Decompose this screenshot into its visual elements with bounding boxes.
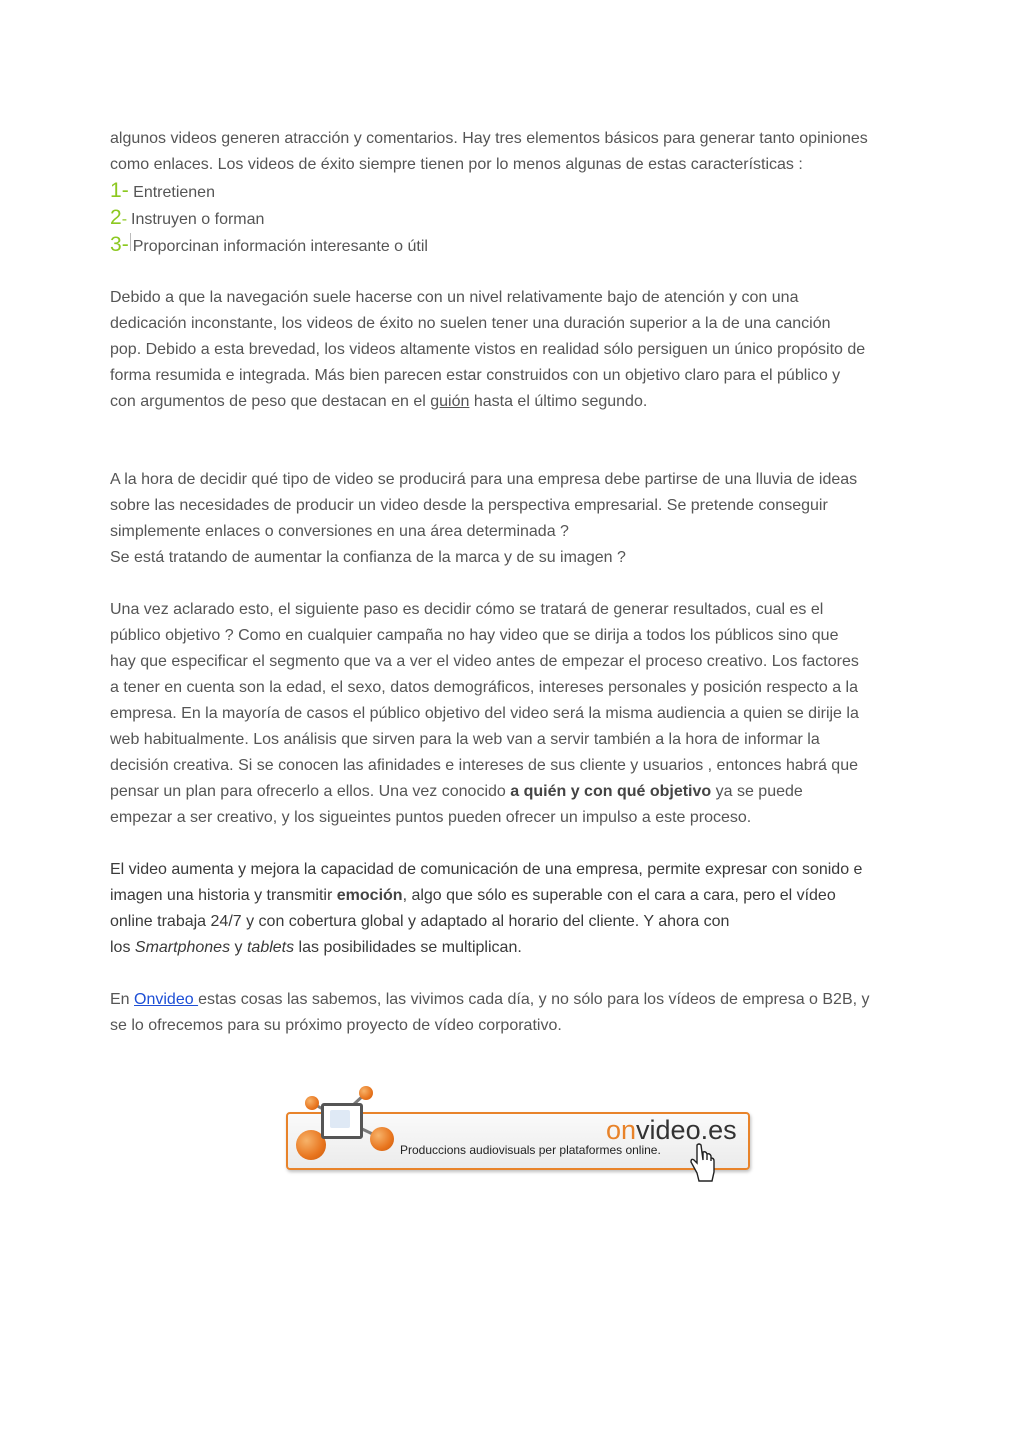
list-text: Instruyen o forman <box>131 211 265 228</box>
para2-text: hasta el último segundo. <box>469 393 648 410</box>
para2-line: dedicación inconstante, los videos de éxito no suelen tener una duración superior a la de una canción <box>110 315 831 332</box>
para4-line <box>110 779 930 805</box>
para2-line: pop. Debido a esta brevedad, los videos altamente vistos en realidad sólo persiguen un único propósito de <box>110 341 866 358</box>
para4-text: pensar un plan para ofrecerlo a ellos. Una vez conocido <box>110 783 511 800</box>
para4-line: a tener en cuenta son la edad, el sexo, datos demográficos, intereses personales y posición respecto a la <box>110 679 859 696</box>
para6-text: estas cosas las sabemos, las vivimos cada día, y no sólo para los vídeos de empresa o B2B, y <box>198 991 870 1008</box>
document-body <box>110 126 930 1039</box>
intro-line-2: como enlaces. Los videos de éxito siempre tienen por lo menos algunas de estas características : <box>110 156 803 173</box>
onvideo-banner[interactable] <box>284 1085 754 1187</box>
para4-line: empezar a ser creativo, y los sigueintes puntos pueden ofrecer un impulso a este proceso. <box>110 809 752 826</box>
para2-text: con argumentos de peso que destacan en el <box>110 393 431 410</box>
emphasis-text: a quién y con qué objetivo <box>510 783 712 800</box>
para4-line: Una vez aclarado esto, el siguiente paso es decidir cómo se tratará de generar resultados, cual es el <box>110 601 824 618</box>
para3-line: A la hora de decidir qué tipo de video se producirá para una empresa debe partirse de una lluvia de ideas <box>110 471 858 488</box>
guion-link[interactable]: guión <box>430 393 470 410</box>
italic-text: tablets <box>246 939 295 956</box>
hand-cursor-icon <box>690 1143 716 1183</box>
list-text: Entretienen <box>133 184 215 201</box>
para4-text: ya se puede <box>711 783 803 800</box>
para5-text: imagen una historia y transmitir <box>110 887 337 904</box>
para2-line: Debido a que la navegación suele hacerse con un nivel relativamente bajo de atención y con una <box>110 289 799 306</box>
text-cursor <box>130 233 131 251</box>
list-text: Proporcinan información interesante o útil <box>132 238 428 255</box>
para5-text: las posibilidades se multiplican. <box>294 939 522 956</box>
para5-line <box>110 883 930 909</box>
orange-node <box>370 1127 394 1151</box>
emphasis-text: emoción <box>336 887 403 904</box>
intro-line-1: algunos videos generen atracción y comentarios. Hay tres elementos básicos para generar tanto opiniones <box>110 130 868 147</box>
para4-line: público objetivo ? Como en cualquier campaña no hay video que se dirija a todos los públicos sino que <box>110 627 839 644</box>
para2-line <box>110 389 930 415</box>
para2-line: forma resumida e integrada. Más bien parecen estar construidos con un objetivo claro para el público y <box>110 367 841 384</box>
para6-line <box>110 987 930 1013</box>
para4-line: web habitualmente. Los análisis que sirven para la web van a servir también a la hora de informar la <box>110 731 820 748</box>
list-number: 1 <box>110 179 122 202</box>
banner-tagline: Produccions audiovisuals per plataformes online. <box>400 1143 661 1157</box>
para3-line: Se está tratando de aumentar la confianza de la marca y de su imagen ? <box>110 549 626 566</box>
brand-logo-text <box>606 1115 737 1145</box>
list-number: 3 <box>110 233 122 256</box>
para3-line: sobre las necesidades de producir un video desde la perspectiva empresarial. Se pretende conseguir <box>110 497 828 514</box>
list-item: 1 - Entretienen <box>110 178 930 205</box>
para6-text: En <box>110 991 135 1008</box>
para5-line: online trabaja 24/7 y con cobertura global y adaptado al horario del cliente. Y ahora con <box>110 913 730 930</box>
para6-line: se lo ofrecemos para su próximo proyecto de vídeo corporativo. <box>110 1017 562 1034</box>
brand-rest: video.es <box>636 1115 737 1145</box>
para4-line: decisión creativa. Si se conocen las afinidades e intereses de sus cliente y usuarios , entonces habrá que <box>110 757 858 774</box>
para4-line: empresa. En la mayoría de casos el público objetivo del video será la misma audiencia a quien se dirije la <box>110 705 859 722</box>
brand-on: on <box>606 1115 637 1145</box>
para5-text: , algo que sólo es superable con el cara a cara, pero el vídeo <box>402 887 836 904</box>
para5-line <box>110 935 930 961</box>
italic-text: Smartphones <box>134 939 231 956</box>
para5-text: los <box>110 939 135 956</box>
video-screen-icon <box>321 1103 363 1139</box>
onvideo-link[interactable]: Onvideo <box>134 991 199 1008</box>
para4-line: hay que especificar el segmento que va a ver el video antes de empezar el proceso creativo. Los factores <box>110 653 859 670</box>
para3-line: simplemente enlaces o conversiones en una área determinada ? <box>110 523 569 540</box>
para5-text: y <box>230 939 247 956</box>
list-item: 3 - Proporcinan información interesante o útil <box>110 232 930 259</box>
orange-node <box>359 1086 373 1100</box>
para5-line: El video aumenta y mejora la capacidad de comunicación de una empresa, permite expresar con sonido e <box>110 861 863 878</box>
list-number: 2 <box>110 206 122 229</box>
list-item: 2 - Instruyen o forman <box>110 205 930 232</box>
orange-node <box>305 1096 319 1110</box>
